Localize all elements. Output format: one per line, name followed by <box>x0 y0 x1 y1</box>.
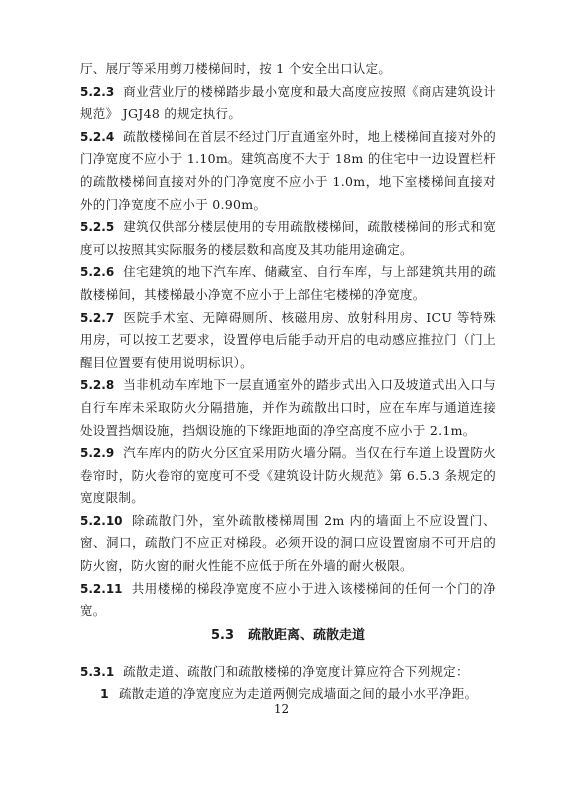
page-number: 12 <box>273 702 290 716</box>
clause-number: 5.2.8 <box>80 378 115 393</box>
list-item-number: 1 <box>100 686 109 702</box>
clause-number: 5.2.6 <box>80 265 115 280</box>
clause-text: 共用楼梯的梯段净宽度不应小于进入该楼梯间的任何一个门的净宽。 <box>80 580 496 619</box>
clause-5-2-8 <box>80 374 496 442</box>
clause-number: 5.2.5 <box>80 220 115 235</box>
clause-text: 当非机动车库地下一层直通室外的踏步式出入口及坡道式出入口与自行车库未采取防火分隔措施，并作为疏散出口时，应在车库与通道连接处设置挡烟设施，挡烟设施的下缘距地面的净空高度不应小于 2.1m。 <box>80 377 496 438</box>
clause-5-3-1 <box>80 661 496 684</box>
clause-text: 商业营业厅的楼梯踏步最小宽度和最大高度应按照《商店建筑设计规范》 JGJ48 的规定执行。 <box>80 83 496 122</box>
clause-number: 5.2.3 <box>80 84 115 99</box>
clause-text: 汽车库内的防火分区宜采用防火墙分隔。当仅在行车道上设置防火卷帘时，防火卷帘的宽度可不受《建筑设计防火规范》第 6.5.3 条规定的宽度限制。 <box>80 445 496 506</box>
page-content <box>80 58 496 706</box>
clause-5-2-3 <box>80 81 496 126</box>
clause-number: 5.2.11 <box>80 581 123 596</box>
clause-number: 5.2.9 <box>80 446 115 461</box>
clause-text: 疏散楼梯间在首层不经过门厅直通室外时，地上楼梯间直接对外的门净宽度不应小于 1.10m。建筑高度不大于 18m 的住宅中一边设置栏杆的疏散楼梯间直接对外的门净宽度不应小于 1.0m，地下室楼梯间直接对外的门净宽度不应小于 0.90m。 <box>80 128 496 212</box>
paragraph-continuation <box>80 58 496 81</box>
clause-number: 5.2.7 <box>80 310 115 325</box>
clause-text: 医院手术室、无障碍厕所、核磁用房、放射科用房、ICU 等特殊用房，可以按工艺要求，设置停电后能手动开启的电动感应推拉门（门上醒目位置要有使用说明标识）。 <box>80 309 496 370</box>
section-heading <box>80 625 496 661</box>
clause-number: 5.3.1 <box>80 664 115 679</box>
list-item-text: 疏散走道的净宽度应为走道两侧完成墙面之间的最小水平净距。 <box>119 686 478 702</box>
clause-5-2-9 <box>80 442 496 510</box>
clause-number: 5.2.4 <box>80 129 115 144</box>
clause-text: 住宅建筑的地下汽车库、储藏室、自行车库，与上部建筑共用的疏散楼梯间，其楼梯最小净宽不应小于上部住宅楼梯的净宽度。 <box>80 264 496 302</box>
clause-5-2-10 <box>80 510 496 578</box>
clause-5-2-7 <box>80 307 496 375</box>
clause-5-2-5 <box>80 216 496 261</box>
section-title: 疏散距离、疏散走道 <box>248 627 366 643</box>
clause-text: 除疏散门外，室外疏散楼梯周围 2m 内的墙面上不应设置门、窗、洞口，疏散门不应正对梯段。必须开设的洞口应设置窗扇不可开启的防火窗，防火窗的耐火性能不应低于所在外墙的耐火极限。 <box>80 512 496 574</box>
paragraph-text: 厅、展厅等采用剪刀楼梯间时，按 1 个安全出口认定。 <box>80 61 392 76</box>
clause-5-2-4 <box>80 126 496 216</box>
clause-text: 建筑仅供部分楼层使用的专用疏散楼梯间，疏散楼梯间的形式和宽度可以按照其实际服务的楼层数和高度及其功能用途确定。 <box>80 219 496 257</box>
clause-text: 疏散走道、疏散门和疏散楼梯的净宽度计算应符合下列规定： <box>123 663 469 679</box>
section-number: 5.3 <box>210 627 234 643</box>
clause-5-2-11 <box>80 578 496 623</box>
clause-5-2-6 <box>80 261 496 306</box>
clause-number: 5.2.10 <box>80 513 123 528</box>
